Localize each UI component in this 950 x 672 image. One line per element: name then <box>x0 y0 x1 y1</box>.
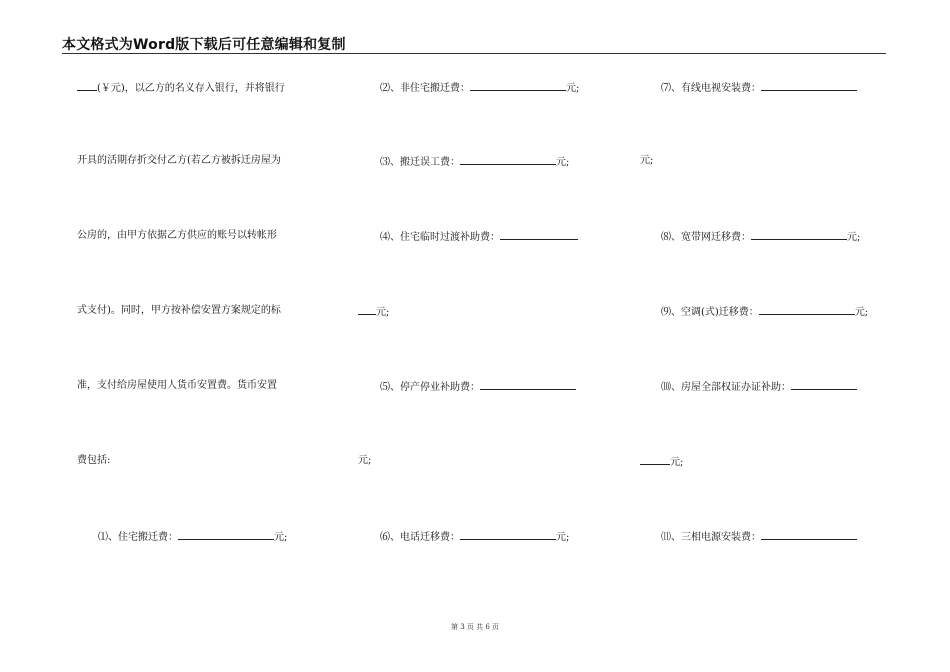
item-11-three-phase-power-install-fee: ⑾、三相电源安装费： <box>661 530 857 544</box>
header-divider <box>62 53 886 54</box>
col1-line-5: 准，支付给房屋使用人货币安置费。货币安置 <box>77 380 277 391</box>
col1-line-3: 公房的，由甲方依据乙方供应的账号以转帐形 <box>77 230 277 241</box>
item-1-blank[interactable] <box>178 530 274 540</box>
item-6-phone-relocation-fee: ⑹、电话迁移费： 元; <box>380 532 570 543</box>
item-10-certificate-subsidy: ⑽、房屋全部权证办证补助： <box>661 380 857 394</box>
item-2-nonresidential-relocation-fee: ⑵、非住宅搬迁费： 元; <box>380 83 580 94</box>
col1-line-1: (￥元)，以乙方的名义存入银行，并将银行 <box>77 81 285 95</box>
item-4-temporary-transition-subsidy: ⑷、住宅临时过渡补助费： <box>380 230 578 244</box>
item-10-blank-cont[interactable] <box>640 455 670 465</box>
item-10-continuation: 元; <box>640 455 683 469</box>
item-10-blank[interactable] <box>791 380 857 390</box>
item-5-blank[interactable] <box>480 380 576 390</box>
col1-line-2: 开具的活期存折交付乙方(若乙方被拆迁房屋为 <box>77 155 281 166</box>
col1-line-6: 费包括: <box>77 455 111 466</box>
item-9-blank[interactable] <box>759 305 855 315</box>
item-4-blank-cont[interactable] <box>358 305 376 315</box>
item-4-continuation: 元; <box>358 305 389 319</box>
item-7-cable-tv-install-fee: ⑺、有线电视安装费： <box>661 81 857 95</box>
item-6-blank[interactable] <box>460 530 556 540</box>
item-7-continuation: 元; <box>640 155 654 166</box>
item-5-continuation: 元; <box>358 455 372 466</box>
item-3-blank[interactable] <box>460 155 556 165</box>
col1-line-4: 式支付)。同时，甲方按补偿安置方案规定的标 <box>77 305 281 316</box>
item-3-lost-work-fee: ⑶、搬迁误工费： 元; <box>380 157 570 168</box>
item-5-production-halt-subsidy: ⑸、停产停业补助费： <box>380 380 576 394</box>
amount-blank[interactable] <box>77 81 97 91</box>
item-7-blank[interactable] <box>761 81 857 91</box>
item-9-ac-relocation-fee: ⑼、空调(式)迁移费： 元; <box>661 307 869 318</box>
item-11-blank[interactable] <box>761 530 857 540</box>
item-1-residential-relocation-fee: ⑴、住宅搬迁费： 元; <box>98 532 288 543</box>
item-8-blank[interactable] <box>751 230 847 240</box>
page-number: 第 3 页 共 6 页 <box>450 623 500 631</box>
item-2-blank[interactable] <box>470 81 566 91</box>
item-8-broadband-relocation-fee: ⑻、宽带网迁移费： 元; <box>661 232 861 243</box>
item-4-blank[interactable] <box>500 230 578 240</box>
page-header-title: 本文格式为Word版下载后可任意编辑和复制 <box>62 37 346 53</box>
